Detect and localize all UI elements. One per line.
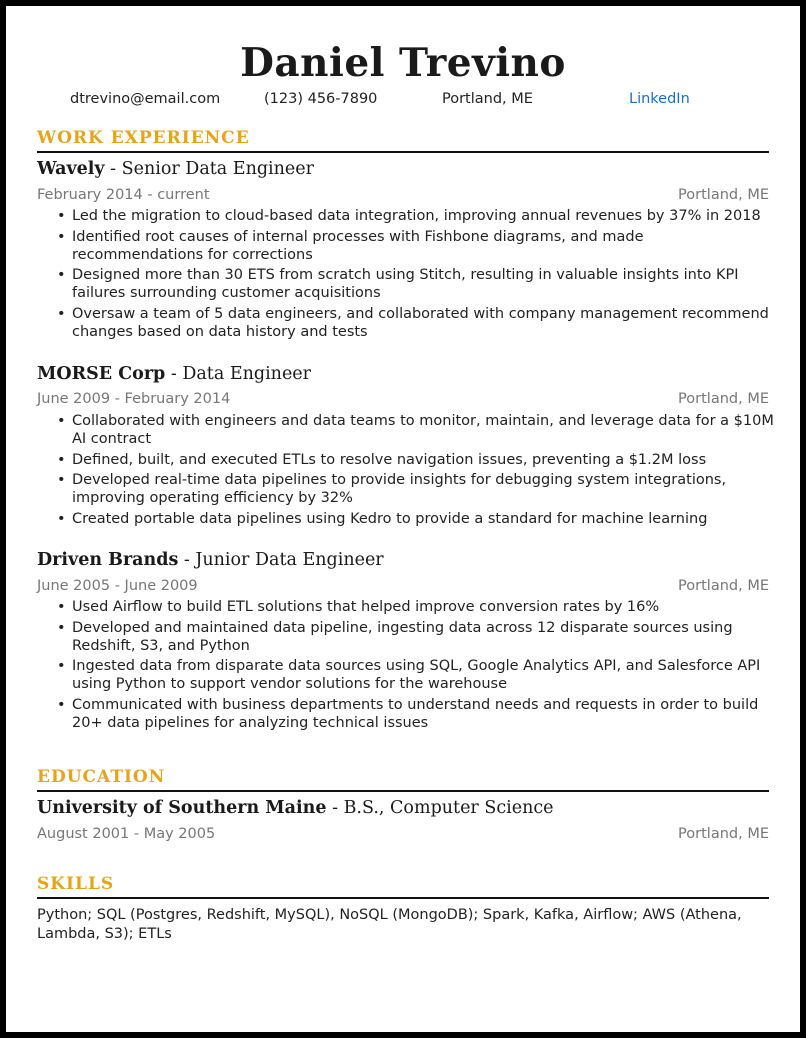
education-line (37, 798, 554, 818)
contact-phone: (123) 456-7890 (264, 91, 378, 107)
skills-list: Python; SQL (Postgres, Redshift, MySQL), NoSQL (MongoDB); Spark, Kafka, Airflow; AWS (Athena, Lambda, S3); ETLs (37, 907, 742, 942)
job-location: Portland, ME (678, 578, 769, 594)
list-item: • Ingested data from disparate data sources using SQL, Google Analytics API, and Salesforce API using Python to support vendor solutions for the warehouse (57, 657, 777, 693)
list-item: • Communicated with business departments to understand needs and requests in order to build 20+ data pipelines for analyzing technical issues (57, 696, 777, 732)
company-name: Driven Brands (37, 550, 179, 570)
company-name: MORSE Corp (37, 364, 166, 384)
school-name: University of Southern Maine (37, 798, 327, 818)
job-dates: February 2014 - current (37, 187, 210, 203)
section-divider (37, 790, 769, 792)
list-item: • Created portable data pipelines using Kedro to provide a standard for machine learning (57, 510, 777, 528)
candidate-name: Daniel Trevino (240, 40, 566, 86)
job-location: Portland, ME (678, 391, 769, 407)
job-dates: June 2005 - June 2009 (37, 578, 198, 594)
list-item: • Led the migration to cloud-based data integration, improving annual revenues by 37% in 2018 (57, 207, 777, 225)
education-dates: August 2001 - May 2005 (37, 826, 216, 842)
resume-page (6, 6, 800, 1032)
job-bullets (57, 207, 777, 343)
job-title-line (37, 159, 314, 179)
job-title-line (37, 364, 311, 384)
linkedin-link[interactable]: LinkedIn (629, 91, 690, 107)
job-role: - Junior Data Engineer (178, 550, 384, 570)
job-title-line (37, 550, 384, 570)
list-item: • Developed and maintained data pipeline, ingesting data across 12 disparate sources using Redshift, S3, and Python (57, 619, 777, 655)
contact-email: dtrevino@email.com (70, 91, 221, 107)
skills-heading: SKILLS (37, 874, 115, 894)
section-divider (37, 897, 769, 899)
list-item: • Collaborated with engineers and data teams to monitor, maintain, and leverage data for a $10M AI contract (57, 412, 777, 448)
section-divider (37, 151, 769, 153)
degree: - B.S., Computer Science (326, 798, 554, 818)
list-item: • Oversaw a team of 5 data engineers, and collaborated with company management recommend changes based on data history and tests (57, 305, 777, 341)
list-item: • Defined, built, and executed ETLs to resolve navigation issues, preventing a $1.2M loss (57, 451, 777, 469)
job-role: - Data Engineer (165, 364, 312, 384)
job-bullets (57, 412, 777, 530)
education-location: Portland, ME (678, 826, 769, 842)
job-location: Portland, ME (678, 187, 769, 203)
list-item: • Used Airflow to build ETL solutions that helped improve conversion rates by 16% (57, 598, 777, 616)
contact-location: Portland, ME (442, 91, 533, 107)
list-item: • Identified root causes of internal processes with Fishbone diagrams, and made recommendations for corrections (57, 228, 777, 264)
job-dates: June 2009 - February 2014 (37, 391, 231, 407)
job-bullets (57, 598, 777, 734)
education-heading: EDUCATION (37, 767, 166, 787)
company-name: Wavely (37, 159, 105, 179)
work-experience-heading: WORK EXPERIENCE (37, 128, 250, 148)
list-item: • Designed more than 30 ETS from scratch using Stitch, resulting in valuable insights into KPI failures surrounding customer acquisitions (57, 266, 777, 302)
list-item: • Developed real-time data pipelines to provide insights for debugging system integrations, improving operating efficiency by 32% (57, 471, 777, 507)
job-role: - Senior Data Engineer (104, 159, 314, 179)
